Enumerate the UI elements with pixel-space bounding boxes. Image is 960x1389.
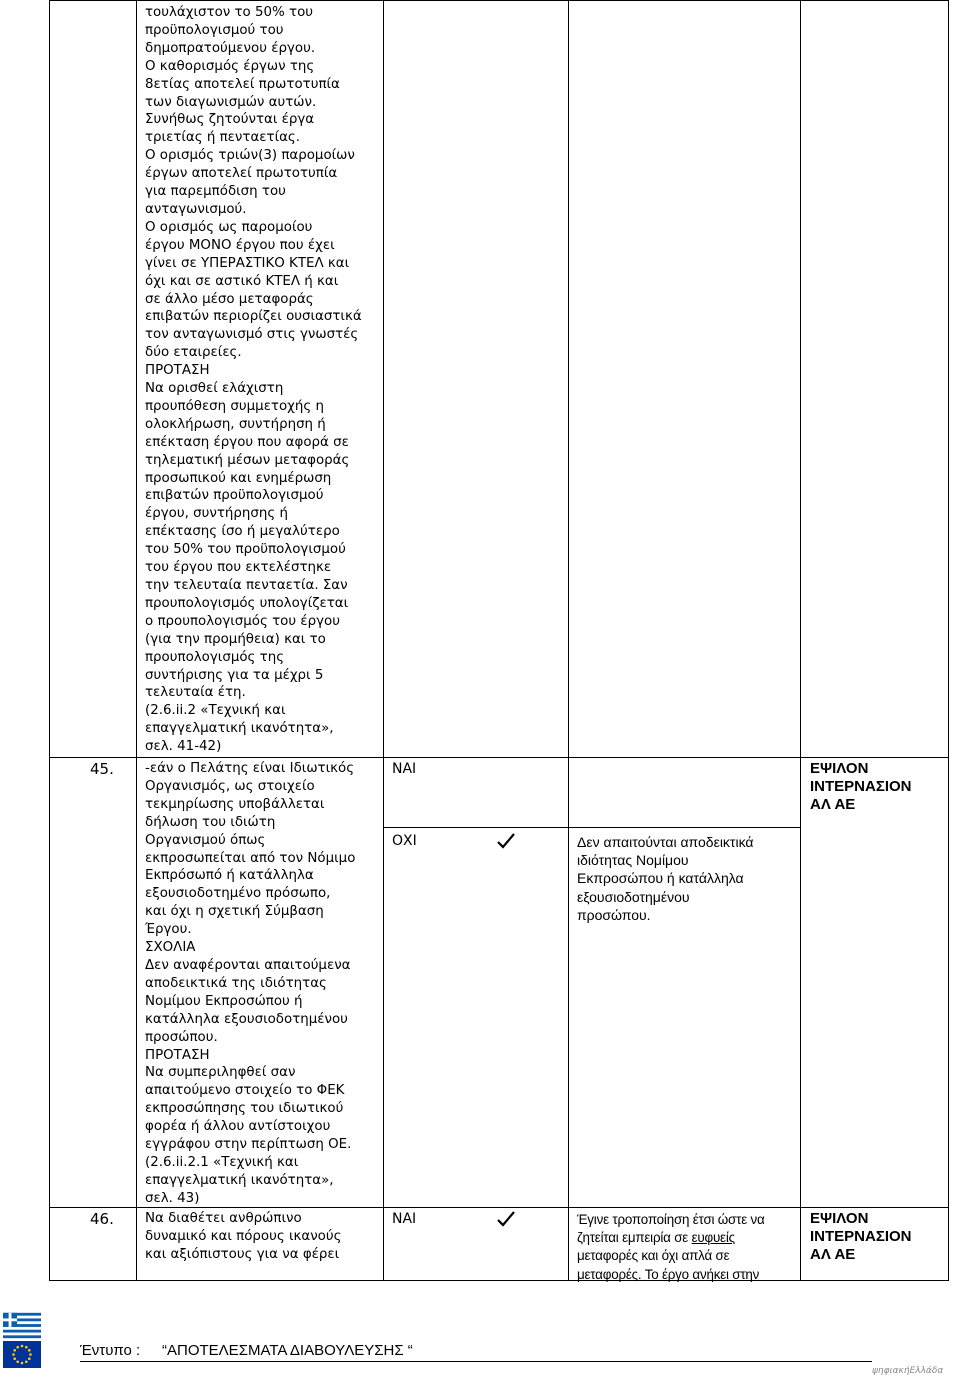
- table-border-text-col: [383, 0, 384, 1280]
- row-45-number: 45.: [90, 760, 114, 778]
- row-46-yes-label: ΝΑΙ: [392, 1211, 417, 1227]
- table-border-left: [49, 0, 50, 1280]
- row-45-no-label: ΟΧΙ: [392, 833, 417, 849]
- row-46-yes-checkmark-icon: [497, 1211, 515, 1227]
- row-46-response-underlined-word: ευφυείς: [691, 1230, 735, 1246]
- table-border-number-col: [136, 0, 137, 1280]
- row-46-response-line-2-text: ζητείται εμπειρία σε: [577, 1230, 692, 1246]
- footer-label: Έντυπο :: [80, 1342, 141, 1359]
- greek-flag-icon: [3, 1312, 41, 1339]
- eu-flag-icon: [3, 1341, 41, 1368]
- row-45-response: Δεν απαιτούνται αποδεικτικά ιδιότητας Νομίμου Εκπροσώπου ή κατάλληλα εξουσιοδοτημένου προσώπου.: [577, 834, 754, 923]
- table-border-response-col: [800, 0, 801, 1280]
- row-46-number: 46.: [90, 1210, 114, 1228]
- row-divider-top: [49, 0, 949, 1]
- row-46-response-line-1: Έγινε τροποποίηση έτσι ώστε να: [577, 1212, 765, 1227]
- row-44-requirement-text: τουλάχιστον το 50% του προϋπολογισμού του δημοπρατούμενου έργου. Ο καθορισμός έργων της 8ετίας αποτελεί πρωτοτυπία των διαγωνισμών αυτών. Συνήθως ζητούνται έργα τριετίας ή πενταετίας. Ο ορισμός τριών(3) παρομοίων έργων αποτελεί πρωτοτυπία για παρεμπόδιση του ανταγωνισμού. Ο ορισμός ως παρομοίου έργου ΜΟΝΟ έργου που έχει γίνει σε ΥΠΕΡΑΣΤΙΚΟ ΚΤΕΛ και όχι και σε αστικό ΚΤΕΛ ή και σε άλλο μέσο μεταφοράς επιβατών περιορίζει ουσιαστικά τον ανταγωνισμό στις γνωστές δύο εταιρείες. ΠΡΟΤΑΣΗ Να ορισθεί ελάχιστη προυπόθεση συμμετοχής η ολοκλήρωση, συντήρηση ή επέκταση έργου που αφορά σε τηλεματική μέσων μεταφοράς προσωπικού και ενημέρωση επιβατών προϋπολογισμού έργου, συντήρησης ή επέκτασης ίσο ή μεγαλύτερο του 50% του προϋπολογισμού του έργου που εκτελέστηκε την τελευταία πενταετία. Σαν προυπολογισμός υπολογίζεται ο προυπολογισμός του έργου (για την προμήθεια) και το προυπολογισμός της συντήρισης για τα μέχρι 5 τελευταία έτη. (2.6.ii.2 «Τεχνική και επαγγελματική ικανότητα», σελ. 41-42): [145, 5, 362, 755]
- row-46-requirement-text: Να διαθέτει ανθρώπινο δυναμικό και πόρους ικανούς και αξιόπιστους για να φέρει: [145, 1211, 342, 1262]
- table-border-bottom: [49, 1280, 949, 1281]
- row-45-requirement-text: -εάν ο Πελάτης είναι Ιδιωτικός Οργανισμός, ως στοιχείο τεκμηρίωσης υποβάλλεται δήλωση του ιδιώτη Οργανισμού όπως εκπροσωπείται από τον Νόμιμο Εκπρόσωπό ή κατάλληλα εξουσιοδοτημένο πρόσωπο, και όχι η σχετική Σύμβαση Έργου. ΣΧΟΛΙΑ Δεν αναφέρονται απαιτούμενα αποδεικτικά της ιδιότητας Νομίμου Εκπροσώπου ή κατάλληλα εξουσιοδοτημένου προσώπου. ΠΡΟΤΑΣΗ Να συμπεριληφθεί σαν απαιτούμενο στοιχείο το ΦΕΚ εκπροσώπησης του ιδιωτικού φορέα ή άλλου αντίστοιχου εγγράφου στην περίπτωση ΟΕ. (2.6.ii.2.1 «Τεχνική και επαγγελματική ικανότητα», σελ. 43): [145, 761, 356, 1206]
- row-45-company: ΕΨΙΛΟΝ ΙΝΤΕΡΝΑΣΙΟΝ ΑΛ ΑΕ: [810, 760, 912, 813]
- row-46-response-line-4: μεταφορές. Το έργο ανήκει στην: [577, 1266, 760, 1282]
- subrow-divider-45: [383, 827, 801, 828]
- row-46-response: [577, 1211, 799, 1284]
- table-border-answer-col: [568, 0, 569, 1280]
- digital-greece-logo: [872, 1366, 943, 1376]
- table-border-right: [948, 0, 949, 1280]
- row-divider-44-45: [49, 757, 949, 758]
- row-46-company: ΕΨΙΛΟΝ ΙΝΤΕΡΝΑΣΙΟΝ ΑΛ ΑΕ: [810, 1210, 912, 1263]
- footer-title: “ΑΠΟΤΕΛΕΣΜΑΤΑ ΔΙΑΒΟΥΛΕΥΣΗΣ “: [162, 1342, 413, 1359]
- row-45-yes-label: ΝΑΙ: [392, 761, 417, 777]
- digital-greece-logo-text: ψηφιακήΕλλάδα: [872, 1366, 944, 1376]
- row-46-response-line-2: [577, 1229, 799, 1247]
- row-45-no-checkmark-icon: [497, 833, 515, 849]
- footer-rule: [80, 1361, 872, 1362]
- row-46-response-line-3: μεταφορές και όχι απλά σε: [577, 1248, 730, 1264]
